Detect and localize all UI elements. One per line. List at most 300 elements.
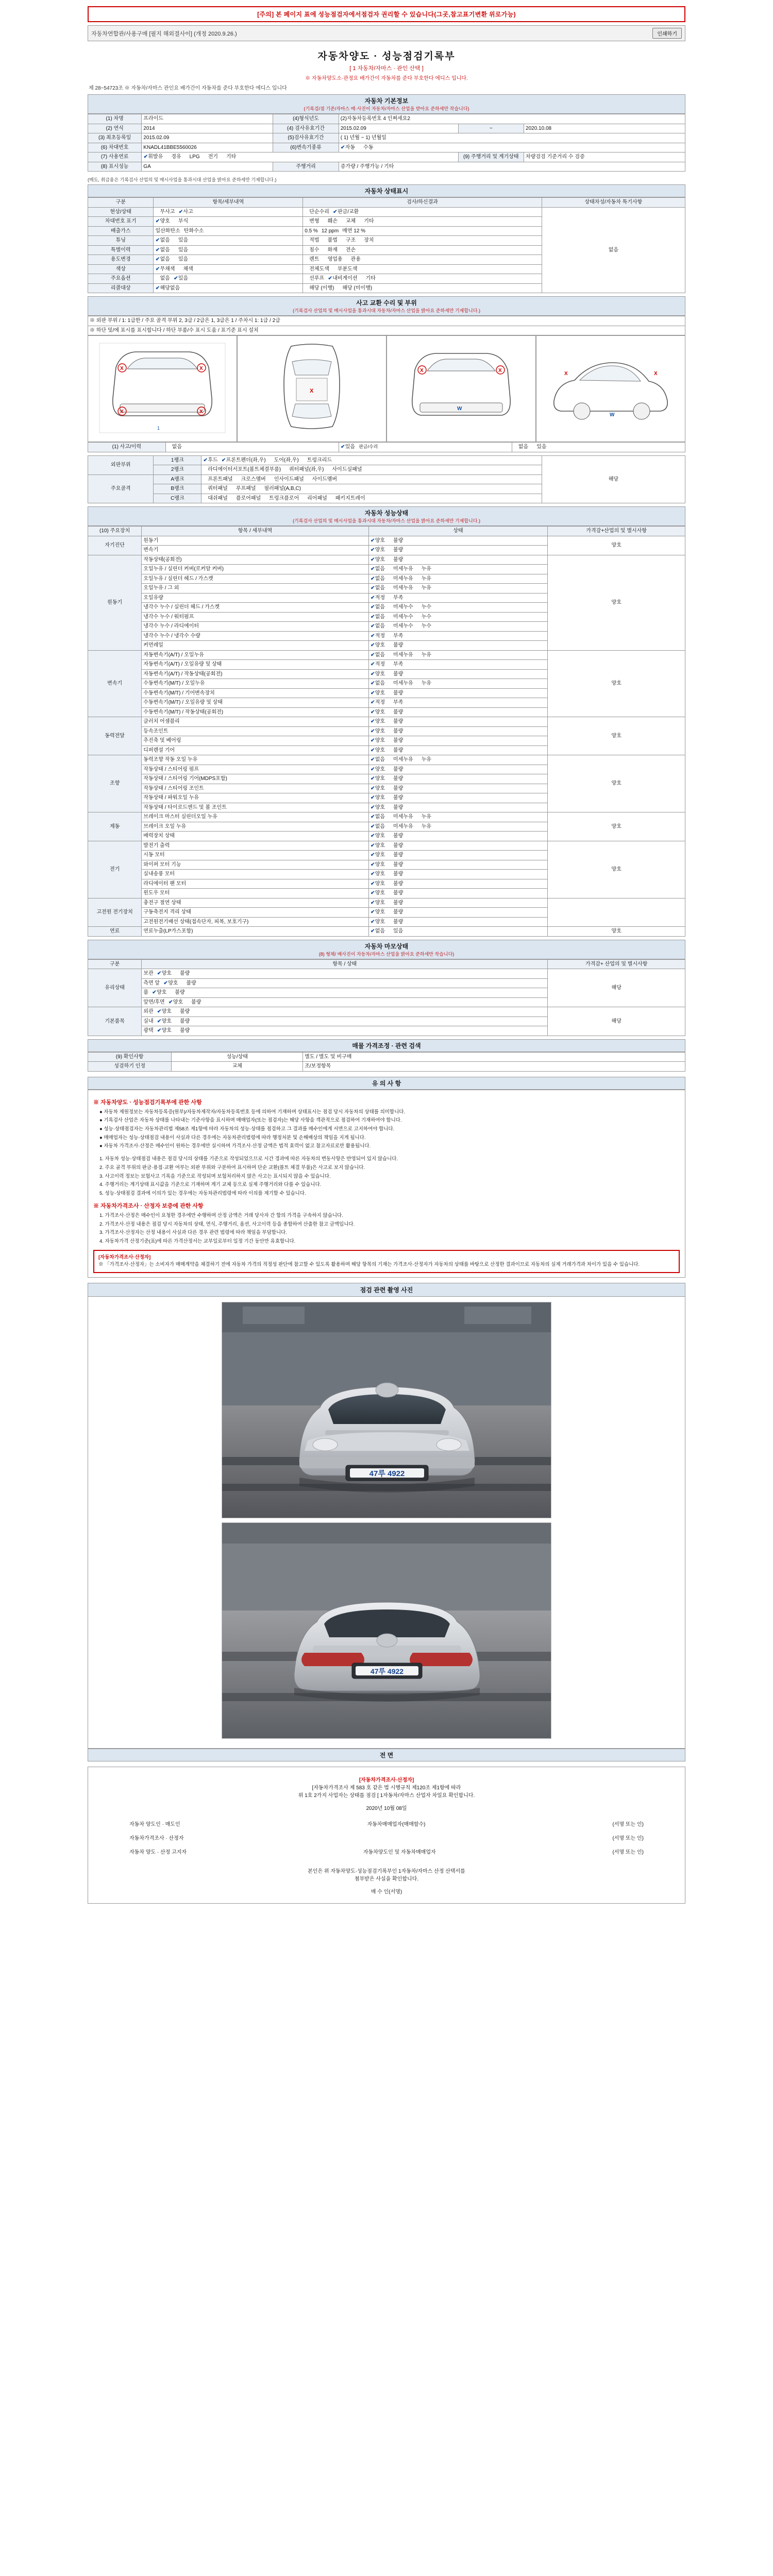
perf-item-label: 등속조인트 [142, 726, 368, 736]
field-value: KNADL41BBE5560026 [142, 143, 273, 152]
table-row [88, 316, 685, 326]
svg-text:X: X [420, 368, 424, 374]
damage-opt: 없음 [165, 443, 339, 452]
perf-group-label: 조향 [88, 755, 142, 812]
col-header: 항목 / 세부내역 [142, 527, 368, 536]
perf-item-options[interactable]: ✔없음 미세누유 누유 [368, 565, 548, 574]
print-button[interactable]: 인쇄하기 [652, 28, 682, 39]
row-label: 색상 [88, 264, 154, 274]
field-label: (3) 최초등록일 [88, 133, 142, 143]
svg-text:X: X [654, 371, 658, 377]
info-paragraph: 5. 성능·상태점검 결과에 이의가 있는 경우에는 자동차관리법령에 따라 이의를 제기할 수 있습니다. [99, 1191, 306, 1197]
basic-info-table [88, 114, 685, 172]
perf-item-options[interactable]: ✔없음 미세누유 누유 [368, 822, 548, 832]
field-label: (6)변속기종류 [273, 143, 339, 152]
svg-text:1: 1 [157, 426, 160, 431]
page-subtitle: [ 1 자동차/자마스 · 관인 산택 ] [349, 65, 424, 72]
damage-legend-table [88, 316, 685, 335]
status-table [88, 197, 685, 293]
table-row [88, 536, 685, 546]
damage-opt: 없음 있음 [512, 443, 685, 452]
field-value: ✔휘발유 경유 LPG 전기 기타 [142, 152, 458, 162]
section-title-detail: 자동차 성능상태 [364, 510, 409, 517]
tire-group-label: 유리상태 [88, 969, 142, 1007]
field-label: (8) 표시성능 [88, 162, 142, 172]
row-result: 침수 화재 전손 [303, 245, 542, 255]
diagram-rear-view [386, 335, 536, 442]
row-result: 변형 훼손 교체 기타 [303, 217, 542, 227]
svg-text:W: W [610, 412, 615, 418]
row-label: 리콜대상 [88, 283, 154, 293]
perf-item-options[interactable]: ✔없음 미세누유 누유 [368, 584, 548, 594]
license-plate-rear: 47루 4922 [370, 1667, 404, 1676]
info-box [88, 1090, 685, 1278]
col-header: 구분 [88, 959, 142, 969]
perf-item-label: 자동변속기(A/T) / 오일유량 및 상태 [142, 660, 368, 670]
page-warning: ※ 자동차양도소·관정요 배가간이 자동차를 준다 부호한다 에디스 입니다. [305, 76, 468, 81]
price-value: 교체 [172, 1062, 303, 1072]
perf-item-options[interactable]: ✔없음 미세누수 누수 [368, 612, 548, 622]
perf-item-options[interactable]: ✔양호 불량 [368, 793, 548, 803]
tire-item-options[interactable]: 앞면/후면 ✔양호 불량 [142, 997, 548, 1007]
table-row [88, 143, 685, 152]
perf-item-options[interactable]: ✔양호 불량 [368, 726, 548, 736]
info-paragraph: ● 성능·상태점검자는 자동차관리법 제58조 제1항에 따라 자동차의 성능·상태를 점검하고 그 결과를 매수인에게 서면으로 고지하여야 합니다. [99, 1126, 395, 1132]
info-paragraph: 1. 가격조사·산정은 매수인이 요청한 경우에만 수행하며 산정 금액은 거래 당사자 간 합의 가격을 구속하지 않습니다. [99, 1212, 343, 1218]
perf-item-options[interactable]: ✔양호 불량 [368, 889, 548, 899]
table-row [88, 207, 685, 217]
rank-group-label: 주요골격 [88, 474, 154, 503]
tire-group-remark: 해당 [548, 969, 685, 1007]
perf-item-options[interactable]: ✔양호 불량 [368, 851, 548, 860]
section-sub-damage: (기록검사 산업의 및 매시사업을 통과시대 자동차/자마스 산업을 밝아요 준하세만 기제합니다.) [293, 308, 480, 313]
perf-item-options[interactable]: ✔없음 미세누유 누유 [368, 755, 548, 765]
perf-group-label: 전기 [88, 841, 142, 898]
table-row [88, 152, 685, 162]
row-items: 없음 ✔있음 [154, 274, 303, 284]
row-result: 선루프 ✔내비게이션 기타 [303, 274, 542, 284]
field-label: ~ [458, 124, 524, 133]
rank-items: 쿼터패널 루프패널 필러패널(A,B,C) [201, 484, 542, 494]
perf-item-options[interactable]: ✔양호 불량 [368, 688, 548, 698]
law-reference: 제 28~54723조 ※ 자동차/자마스 관인요 배가간이 자동차를 준다 부호한다 에디스 입니다 [89, 86, 287, 91]
svg-text:X: X [564, 371, 568, 377]
table-header-row [88, 198, 685, 208]
field-label: (5)검사유효기간 [273, 133, 339, 143]
perf-item-options[interactable]: ✔없음 미세누유 누유 [368, 679, 548, 689]
damage-opt: ✔있음 판금/수리 [339, 443, 512, 452]
signature-role: 자동차 양도 · 산정 고지자 [129, 1850, 187, 1856]
perf-item-options[interactable]: ✔없음 미세누유 누유 [368, 812, 548, 822]
perf-item-options[interactable]: ✔없음 있음 [368, 927, 548, 937]
table-row [88, 927, 685, 937]
perf-group-remark: 양호 [548, 650, 685, 717]
perf-item-label: 자동변속기(A/T) / 오일누유 [142, 650, 368, 660]
tire-group-label: 기본품목 [88, 1007, 142, 1036]
row-label: 특별이력 [88, 245, 154, 255]
perf-group-remark: 양호 [548, 536, 685, 555]
table-row [88, 755, 685, 765]
perf-item-label: 커먼레일 [142, 641, 368, 651]
perf-item-options[interactable]: ✔적정 부족 [368, 660, 548, 670]
table-row [88, 812, 685, 822]
perf-item-options[interactable]: ✔양호 불량 [368, 803, 548, 812]
field-value: ✔자동 수동 [339, 143, 685, 152]
price-label: (9) 확인사항 [88, 1052, 172, 1062]
guarantee-heading: [자동차가격조사·산정자] [98, 1254, 151, 1260]
perf-group-remark: 양호 [548, 717, 685, 755]
rear-view-svg [390, 339, 532, 437]
perf-item-options[interactable]: ✔양호 불량 [368, 536, 548, 546]
row-remark: 없음 [542, 207, 685, 293]
signature-mark[interactable]: (서명 또는 인) [612, 1836, 644, 1842]
signature-foot-2: 첨부받은 사실을 확인합니다. [354, 1876, 419, 1883]
perf-item-label: 오일누유 / 실린더 커버(로커암 커버) [142, 565, 368, 574]
perf-item-label: 추진축 및 베어링 [142, 736, 368, 746]
signature-name: 자동차매매업자(매매할수) [367, 1822, 426, 1828]
status-note: (매도, 취급용은 기록검사 산업의 및 매시사업을 통과시대 산업을 밝아요 준하세만 기제합니다.) [88, 177, 277, 182]
row-items: ✔해당없음 [154, 283, 303, 293]
field-value: 프라이드 [142, 114, 273, 124]
section-header-status [88, 184, 685, 197]
section-sub-basic: (기록검/점 기준/자마스 매·사진이 자동차/자마스 산업을 받아요 준하세만 작습니다) [304, 106, 469, 111]
perf-item-options[interactable]: ✔양호 불량 [368, 860, 548, 870]
table-row [88, 650, 685, 660]
table-row [88, 133, 685, 143]
perf-group-remark: 양호 [548, 555, 685, 650]
perf-item-label: 작동상태 / 파워오일 누유 [142, 793, 368, 803]
signature-line-1: [자동차가격조사 제 583 호 같은 법 시행규칙 제120조 제1항에 따라 [312, 1785, 461, 1791]
signature-role: 자동차 양도인 · 매도인 [129, 1822, 180, 1828]
perf-item-options[interactable]: ✔없음 미세누유 누유 [368, 574, 548, 584]
perf-item-label: 작동상태 / 스티어링 펌프 [142, 765, 368, 774]
field-label: (4) 검사유효기간 [273, 124, 339, 133]
field-value: GA [142, 162, 273, 172]
perf-item-label: 브레이크 오일 누유 [142, 822, 368, 832]
perf-group-label: 제동 [88, 812, 142, 841]
tire-group-remark: 해당 [548, 1007, 685, 1036]
row-label: 배출가스 [88, 226, 154, 236]
perf-group-remark: 양호 [548, 812, 685, 841]
photo-front-svg [222, 1302, 551, 1518]
col-header: 가격감+산업의 및 별시사항 [548, 527, 685, 536]
row-result: 렌트 영업용 관용 [303, 255, 542, 265]
perf-item-label: 오일누유 / 그 외 [142, 584, 368, 594]
performance-table [88, 526, 685, 937]
col-header: 항목 / 상태 [142, 959, 548, 969]
perf-item-options[interactable]: ✔양호 불량 [368, 717, 548, 727]
document-title-block [88, 48, 685, 81]
section-sub-tire: (8) 형체/ 배사진이 자동차/자마스 산업을 밝아요 준하세만 작습니다) [318, 951, 455, 957]
tire-item-options[interactable]: 룸 ✔양호 불량 [142, 988, 548, 998]
info-paragraph: ● 매매업자는 성능·상태점검 내용이 사실과 다른 경우에는 자동차관리법령에 따라 행정처분 및 손해배상의 책임을 지게 됩니다. [99, 1134, 366, 1141]
info-paragraph: 2. 주요 골격 부위의 판금·용접·교환 여부는 외판 부위와 구분하여 표시하며 단순 교환(볼트 체결 부품)은 사고로 보지 않습니다. [99, 1164, 365, 1171]
perf-item-label: 원동기 [142, 536, 368, 546]
table-row [88, 555, 685, 565]
breadcrumb: 자동차연합관/사용구매 [필지 해외결사이] (개정 2020.9.26.) [91, 30, 237, 37]
svg-text:X: X [120, 366, 124, 371]
perf-group-label: 변속기 [88, 650, 142, 717]
signature-mark[interactable]: (서명 또는 인) [612, 1850, 644, 1856]
field-value: 2014 [142, 124, 273, 133]
field-label: (1) 차명 [88, 114, 142, 124]
perf-group-remark [548, 898, 685, 927]
perf-item-options[interactable]: ✔양호 불량 [368, 841, 548, 851]
perf-item-options[interactable]: ✔양호 불량 [368, 832, 548, 841]
info-heading-2: ※ 자동차가격조사 · 산정자 보증에 관한 사항 [93, 1202, 204, 1209]
perf-item-options[interactable]: ✔양호 불량 [368, 870, 548, 879]
info-paragraph: 4. 주행거리는 계기상태 표시값을 기준으로 기재하며 계기 교체 등으로 실제 주행거리와 다를 수 있습니다. [99, 1182, 322, 1188]
field-value: ( 1) 년월 ~ 1) 년월일 [339, 133, 685, 143]
perf-item-options[interactable]: ✔양호 불량 [368, 879, 548, 889]
perf-item-label: 실내송풍 모터 [142, 870, 368, 879]
perf-item-label: 수동변속기(M/T) / 작동상태(공회전) [142, 707, 368, 717]
row-label: 용도변경 [88, 255, 154, 265]
perf-item-label: 동력조향 작동 오일 누유 [142, 755, 368, 765]
table-row [88, 717, 685, 727]
signature-row [109, 1844, 664, 1858]
signature-foot-3: 매 수 인(서명) [371, 1889, 402, 1895]
perf-group-remark: 양호 [548, 927, 685, 937]
row-label: 현상/상태 [88, 207, 154, 217]
col-header: 구분 [88, 198, 154, 208]
tire-item-options[interactable]: 광택 ✔양호 불량 [142, 1026, 548, 1036]
perf-item-label: 자동변속기(A/T) / 작동상태(공회전) [142, 669, 368, 679]
col-header: (10) 주요장치 [88, 527, 142, 536]
perf-item-label: 디퍼렌셜 기어 [142, 745, 368, 755]
perf-item-options[interactable]: ✔양호 불량 [368, 669, 548, 679]
svg-text:X: X [498, 368, 502, 374]
info-paragraph: 2. 가격조사·산정 내용은 점검 당시 자동차의 상태, 연식, 주행거리, 옵션, 사고이력 등을 종합하여 산출한 참고 금액입니다. [99, 1221, 355, 1227]
table-row [88, 326, 685, 335]
perf-item-label: 배력장치 상태 [142, 832, 368, 841]
photo-rear [222, 1522, 551, 1739]
table-row [88, 443, 685, 452]
row-items: 일산화탄소 탄화수소 [154, 226, 303, 236]
diagram-front-view [88, 335, 237, 442]
perf-item-options[interactable]: ✔양호 불량 [368, 707, 548, 717]
rank-remark: 해당 [542, 455, 685, 503]
col-header: 항목/세부내역 [154, 198, 303, 208]
perf-group-remark: 양호 [548, 755, 685, 812]
table-header-row [88, 527, 685, 536]
diagram-side-view [536, 335, 685, 442]
perf-item-label: 연료누출(LP가스포함) [142, 927, 368, 937]
rank-items: 프론트패널 크로스멤버 인사이드패널 사이드멤버 [201, 474, 542, 484]
perf-item-options[interactable]: ✔적정 부족 [368, 593, 548, 603]
rank-label: 2랭크 [154, 465, 201, 475]
side-view-svg [540, 339, 682, 437]
perf-item-options[interactable]: ✔양호 불량 [368, 774, 548, 784]
svg-text:X: X [199, 366, 203, 371]
license-plate-front: 47루 4922 [369, 1469, 405, 1479]
section-header-detail [88, 506, 685, 526]
photo-front [222, 1302, 551, 1518]
info-paragraph: 4. 자동차가격 산정기준(표)에 따른 가격산정서는 교부일로부터 일정 기간 동안만 유효합니다. [99, 1238, 296, 1244]
table-row [88, 1052, 685, 1062]
perf-item-label: 수동변속기(M/T) / 기어변속장치 [142, 688, 368, 698]
perf-item-label: 구동축전지 격리 상태 [142, 908, 368, 918]
perf-item-options[interactable]: ✔없음 미세누수 누수 [368, 622, 548, 632]
perf-item-options[interactable]: ✔양호 불량 [368, 546, 548, 555]
col-header: 상태 [368, 527, 548, 536]
perf-group-label: 원동기 [88, 555, 142, 650]
row-items: ✔없음 있음 [154, 236, 303, 246]
section-sub-detail: (기록검사 산업의 및 매시사업을 통과시대 자동차/자마스 산업을 밝아요 준하세만 기제합니다.) [293, 518, 480, 523]
table-header-row [88, 959, 685, 969]
table-row [88, 124, 685, 133]
tire-item-options[interactable]: 실내 ✔양호 불량 [142, 1016, 548, 1026]
perf-item-label: 발전기 출력 [142, 841, 368, 851]
damage-row-label: (1) 사고/이력 [88, 443, 166, 452]
page-title: 자동차양도 · 성능점검기록부 [317, 51, 456, 62]
perf-item-options[interactable]: ✔양호 불량 [368, 736, 548, 746]
panel-rank-table [88, 455, 685, 504]
tire-item-options[interactable]: 보관 ✔양호 불량 [142, 969, 548, 979]
row-label: 튜닝 [88, 236, 154, 246]
table-row [88, 162, 685, 172]
table-row [88, 455, 685, 465]
info-heading-1: ※ 자동차양도 · 성능점검기록부에 관한 사항 [93, 1099, 202, 1106]
signature-mark[interactable]: (서명 또는 인) [612, 1822, 644, 1828]
table-row [88, 898, 685, 908]
perf-item-options[interactable]: ✔양호 불량 [368, 917, 548, 927]
photo-caption-bar: 전 면 [88, 1749, 685, 1761]
perf-item-label: 작동상태 / 타이로드엔드 및 볼 조인트 [142, 803, 368, 812]
perf-item-options[interactable]: ✔양호 불량 [368, 641, 548, 651]
perf-item-options[interactable]: ✔없음 미세누유 누유 [368, 650, 548, 660]
perf-item-label: 냉각수 누수 / 라디에이터 [142, 622, 368, 632]
info-paragraph: 3. 사고이력 정보는 보험사고 기록을 기준으로 작성되며 보험처리하지 않은 사고는 표시되지 않을 수 있습니다. [99, 1173, 331, 1179]
rank-group-label: 외판부위 [88, 455, 154, 474]
perf-item-label: 오일유량 [142, 593, 368, 603]
col-header: 상태차성/자동차 특기사항 [542, 198, 685, 208]
breadcrumb-bar [88, 25, 685, 41]
row-items: ✔무채색 채색 [154, 264, 303, 274]
field-value: 2015.02.09 [142, 133, 273, 143]
info-section-header: 유 의 사 항 [88, 1077, 685, 1090]
field-label: (9) 주행거리 및 계기상태 [458, 152, 524, 162]
perf-item-options[interactable]: ✔양호 불량 [368, 745, 548, 755]
row-items: 무사고 ✔사고 [154, 207, 303, 217]
field-value: 2015.02.09 [339, 124, 458, 133]
field-label: (6) 차대번호 [88, 143, 142, 152]
svg-text:W: W [457, 406, 462, 412]
rank-label: C랭크 [154, 494, 201, 503]
perf-item-label: 작동상태 / 스티어링 기어(MDPS포함) [142, 774, 368, 784]
perf-item-label: 작동상태 / 스티어링 조인트 [142, 784, 368, 793]
guarantee-box [93, 1250, 680, 1273]
perf-item-options[interactable]: ✔양호 불량 [368, 898, 548, 908]
perf-item-label: 라디에이터 팬 모터 [142, 879, 368, 889]
perf-item-label: 고전원전기배선 상태(접속단자, 피복, 보호기구) [142, 917, 368, 927]
perf-item-label: 작동상태(공회전) [142, 555, 368, 565]
perf-group-remark: 양호 [548, 841, 685, 898]
rank-items: 라디에이터서포트(볼트체결부품) 쿼터패널(좌,우) 사이드실패널 [201, 465, 542, 475]
col-header: 검사/하신결과 [303, 198, 542, 208]
field-value: 2020.10.08 [524, 124, 685, 133]
perf-item-label: 클러치 어셈블리 [142, 717, 368, 727]
price-table [88, 1052, 685, 1072]
signature-box [88, 1767, 685, 1904]
perf-item-label: 시동 모터 [142, 851, 368, 860]
photo-section-header: 점검 관련 촬영 사진 [88, 1283, 685, 1297]
perf-item-options[interactable]: ✔양호 불량 [368, 784, 548, 793]
perf-item-label: 와이퍼 모터 기능 [142, 860, 368, 870]
row-label: 차대번호 표기 [88, 217, 154, 227]
perf-item-options[interactable]: ✔적정 부족 [368, 631, 548, 641]
info-paragraph: ● 자동차 제원정보는 자동차등록증(원부)/자동차제작자/자동차등록번호 등에 의하여 기재하며 상태표시는 점검 당시 자동차의 상태를 의미합니다. [99, 1109, 406, 1115]
perf-item-options[interactable]: ✔없음 미세누수 누수 [368, 603, 548, 613]
rank-items: ✔후드 ✔프론트펜더(좌,우) 도어(좌,우) 트렁크리드 [201, 455, 542, 465]
field-label: (4)형식년도 [273, 114, 339, 124]
rank-label: 1랭크 [154, 455, 201, 465]
row-items: ✔양호 부식 [154, 217, 303, 227]
table-row [88, 114, 685, 124]
rank-label: A랭크 [154, 474, 201, 484]
signature-row [109, 1831, 664, 1844]
price-value: 조/보정항목 [303, 1062, 685, 1072]
table-row [88, 841, 685, 851]
document-sheet [88, 48, 685, 1912]
signature-name: 자동차양도인 및 자동차매매업자 [363, 1850, 436, 1856]
svg-text:X: X [310, 388, 314, 394]
perf-item-label: 브레이크 마스터 실린더오일 누유 [142, 812, 368, 822]
price-label: 성검하기 인정 [88, 1062, 172, 1072]
info-paragraph: 1. 자동차 성능·상태점검 내용은 점검 당시의 상태를 기준으로 작성되었으므로 시간 경과에 따른 자동차의 변동사항은 반영되어 있지 않습니다. [99, 1156, 398, 1162]
signature-foot-1: 본인은 위 자동차양도·성능점검기록부인 1자동차/자마스 산정 산택서를 [308, 1869, 465, 1875]
signature-title: [자동차가격조사·산정자] [359, 1777, 414, 1784]
section-header-tire [88, 940, 685, 959]
field-label: 주행거리 [273, 162, 339, 172]
guarantee-text: ※ 「가격조사·산정자」는 소비자가 매매계약을 체결하기 전에 자동차 가격의 적정성 판단에 참고할 수 있도록 활용하며 해당 항목의 기재는 가격조사·산정자가 자동차의 상태를 바탕으로 산정한 결과이므로 자동차의 실제 거래가격과 차이가 있을 수 있습니다. [98, 1262, 640, 1268]
section-title-price: 매물 가격조정 · 관련 검색 [352, 1042, 421, 1049]
top-view-svg [241, 339, 383, 437]
perf-item-options[interactable]: ✔양호 불량 [368, 765, 548, 774]
signature-date: 2020년 10월 08일 [366, 1806, 407, 1812]
row-label: 주요옵션 [88, 274, 154, 284]
table-row [88, 1062, 685, 1072]
perf-item-label: 수동변속기(M/T) / 오일누유 [142, 679, 368, 689]
row-items: ✔없음 있음 [154, 255, 303, 265]
row-result: 0.5 % 12 ppm 매연 12 % [303, 226, 542, 236]
row-result: 해당 (이행) 해당 (미이행) [303, 283, 542, 293]
tire-item-options[interactable]: 외관 ✔양호 불량 [142, 1007, 548, 1017]
perf-item-options[interactable]: ✔적정 부족 [368, 698, 548, 708]
damage-summary-table [88, 442, 685, 452]
section-title-tire: 자동차 마모상태 [364, 942, 409, 950]
section-title-damage: 사고 교환 수리 및 부위 [356, 299, 417, 307]
perf-group-label: 자기진단 [88, 536, 142, 555]
tire-table [88, 959, 685, 1036]
section-title-status: 자동차 상태표시 [364, 188, 409, 195]
photo-rear-svg [222, 1523, 551, 1739]
document-page [0, 6, 773, 1912]
diagram-top-view [237, 335, 386, 442]
table-row [88, 969, 685, 979]
svg-text:X: X [199, 409, 203, 415]
row-result: 전체도색 부분도색 [303, 264, 542, 274]
rank-label: B랭크 [154, 484, 201, 494]
svg-text:X: X [120, 409, 124, 415]
tire-item-options[interactable]: 측면 앞 ✔양호 불량 [142, 978, 548, 988]
damage-legend-2: ※ 하단 및/에 표시를 표시합니다 / 하단 부품/수 표시 도움 / 표기준 표시 설치 [88, 326, 685, 335]
perf-item-options[interactable]: ✔양호 불량 [368, 555, 548, 565]
perf-item-options[interactable]: ✔양호 불량 [368, 908, 548, 918]
damage-legend-1: ※ 외판 부위 / 1: 1급한 / 주요 골격 부위 2, 3급 / 2급은 1, 3급은 1 / 주차시 1: 1급 / 2급 [88, 316, 685, 326]
price-value: 별도 / 별도 및 비구매 [303, 1052, 685, 1062]
field-value: (2)자동차등록번호 4 인쩌세요2 [339, 114, 685, 124]
